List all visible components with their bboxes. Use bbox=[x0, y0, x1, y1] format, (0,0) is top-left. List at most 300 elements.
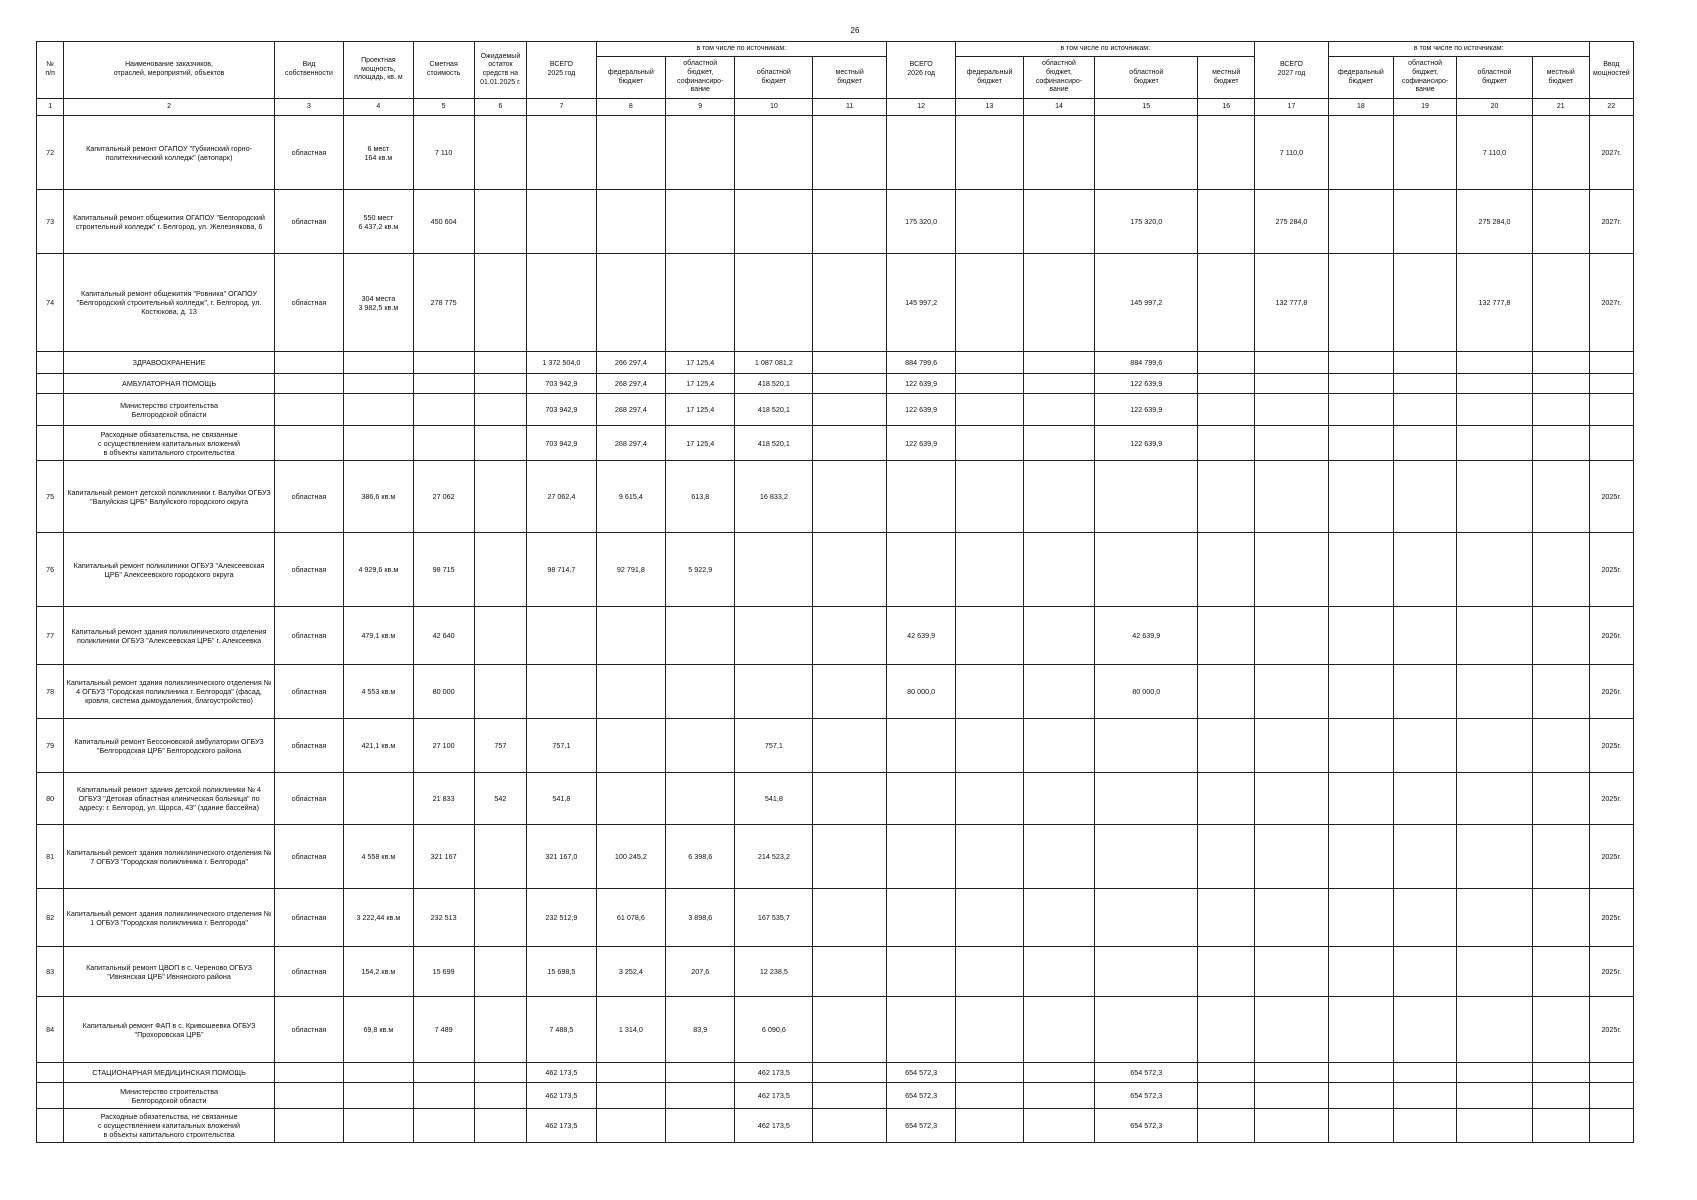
cell: 4 558 кв.м bbox=[344, 825, 413, 889]
cell bbox=[1023, 719, 1095, 773]
cell bbox=[666, 254, 735, 352]
cell bbox=[596, 665, 665, 719]
cell bbox=[1457, 947, 1533, 997]
cell bbox=[1023, 461, 1095, 533]
cell bbox=[1328, 426, 1393, 461]
cell: 266 297,4 bbox=[596, 352, 665, 374]
cell bbox=[1328, 254, 1393, 352]
cell bbox=[956, 352, 1023, 374]
cell bbox=[274, 394, 343, 426]
cell bbox=[474, 533, 527, 607]
cell: 2027г. bbox=[1589, 254, 1633, 352]
cell bbox=[1589, 394, 1633, 426]
cell bbox=[1095, 825, 1198, 889]
table-row bbox=[37, 607, 1634, 665]
header-federal-2025: федеральный бюджет bbox=[596, 57, 665, 99]
cell bbox=[413, 1063, 474, 1083]
cell bbox=[1457, 1063, 1533, 1083]
cell bbox=[1198, 607, 1255, 665]
cell: 321 167,0 bbox=[527, 825, 596, 889]
cell bbox=[596, 719, 665, 773]
cell: 2027г. bbox=[1589, 116, 1633, 190]
header-federal-2027: федеральный бюджет bbox=[1328, 57, 1393, 99]
header-sources-2025: в том числе по источникам: bbox=[596, 42, 886, 57]
header-regional-2025: областной бюджет bbox=[735, 57, 813, 99]
cell bbox=[813, 374, 887, 394]
cell: 654 572,3 bbox=[886, 1063, 955, 1083]
row-name: Капитальный ремонт здания поликлинического отделения № 4 ОГБУЗ "Городская поликлиника г. Белгорода" (фасад, кровля, система дымоудаления, благоустройство) bbox=[64, 665, 274, 719]
cell bbox=[956, 665, 1023, 719]
section-row bbox=[37, 394, 1634, 426]
cell: областная bbox=[274, 607, 343, 665]
row-name: Капитальный ремонт ЦВОП в с. Череново ОГБУЗ "Ивнянская ЦРБ" Ивнянского района bbox=[64, 947, 274, 997]
cell: 92 791,8 bbox=[596, 533, 665, 607]
cell bbox=[813, 1063, 887, 1083]
cell bbox=[1393, 426, 1456, 461]
table-row bbox=[37, 773, 1634, 825]
row-name: СТАЦИОНАРНАЯ МЕДИЦИНСКАЯ ПОМОЩЬ bbox=[64, 1063, 274, 1083]
cell bbox=[1393, 889, 1456, 947]
cell: 61 078,6 bbox=[596, 889, 665, 947]
cell bbox=[1198, 461, 1255, 533]
cell: 462 173,5 bbox=[527, 1109, 596, 1143]
cell bbox=[1198, 997, 1255, 1063]
cell bbox=[1532, 947, 1589, 997]
cell: 7 110,0 bbox=[1255, 116, 1329, 190]
cell bbox=[666, 607, 735, 665]
row-name: ЗДРАВООХРАНЕНИЕ bbox=[64, 352, 274, 374]
cell bbox=[1198, 719, 1255, 773]
cell: 17 125,4 bbox=[666, 374, 735, 394]
cell bbox=[474, 352, 527, 374]
cell: 268 297,4 bbox=[596, 374, 665, 394]
cell bbox=[1023, 665, 1095, 719]
cell: 1 372 504,0 bbox=[527, 352, 596, 374]
cell bbox=[1328, 665, 1393, 719]
cell bbox=[413, 394, 474, 426]
cell bbox=[1457, 665, 1533, 719]
cell bbox=[1095, 773, 1198, 825]
cell: 703 942,9 bbox=[527, 426, 596, 461]
cell: 541,8 bbox=[735, 773, 813, 825]
cell bbox=[1198, 665, 1255, 719]
cell bbox=[1328, 997, 1393, 1063]
cell bbox=[1198, 394, 1255, 426]
header-local-2026: местный бюджет bbox=[1198, 57, 1255, 99]
cell bbox=[1095, 719, 1198, 773]
cell bbox=[1328, 352, 1393, 374]
cell bbox=[1457, 426, 1533, 461]
cell: 2026г. bbox=[1589, 607, 1633, 665]
cell bbox=[886, 889, 955, 947]
cell: 541,8 bbox=[527, 773, 596, 825]
cell: областная bbox=[274, 461, 343, 533]
row-number: 82 bbox=[37, 889, 64, 947]
cell bbox=[735, 665, 813, 719]
cell bbox=[1532, 719, 1589, 773]
cell bbox=[1393, 374, 1456, 394]
cell: 757,1 bbox=[735, 719, 813, 773]
cell: 304 места 3 982,5 кв.м bbox=[344, 254, 413, 352]
cell: 7 489 bbox=[413, 997, 474, 1063]
cell: 12 238,5 bbox=[735, 947, 813, 997]
cell bbox=[813, 665, 887, 719]
cell bbox=[1255, 461, 1329, 533]
cell bbox=[527, 190, 596, 254]
header-no: № п/п bbox=[37, 42, 64, 99]
cell bbox=[344, 1063, 413, 1083]
column-number: 12 bbox=[886, 99, 955, 116]
cell: 654 572,3 bbox=[1095, 1109, 1198, 1143]
row-name: Капитальный ремонт здания поликлинического отделения № 7 ОГБУЗ "Городская поликлиника г. Белгорода" bbox=[64, 825, 274, 889]
cell: 132 777,8 bbox=[1255, 254, 1329, 352]
cell bbox=[1328, 825, 1393, 889]
column-number: 9 bbox=[666, 99, 735, 116]
cell bbox=[474, 461, 527, 533]
cell bbox=[1255, 997, 1329, 1063]
header-ownership: Вид собственности bbox=[274, 42, 343, 99]
cell bbox=[813, 352, 887, 374]
column-number: 22 bbox=[1589, 99, 1633, 116]
cell bbox=[1095, 461, 1198, 533]
cell bbox=[813, 394, 887, 426]
cell bbox=[1532, 426, 1589, 461]
cell bbox=[1255, 665, 1329, 719]
cell bbox=[1023, 190, 1095, 254]
cell bbox=[1198, 1083, 1255, 1109]
row-number: 81 bbox=[37, 825, 64, 889]
header-total-2025: ВСЕГО 2025 год bbox=[527, 42, 596, 99]
header-local-2027: местный бюджет bbox=[1532, 57, 1589, 99]
cell bbox=[1589, 1083, 1633, 1109]
cell: 5 922,9 bbox=[666, 533, 735, 607]
table-row bbox=[37, 665, 1634, 719]
cell: 654 572,3 bbox=[886, 1109, 955, 1143]
cell: 2025г. bbox=[1589, 719, 1633, 773]
row-number: 80 bbox=[37, 773, 64, 825]
cell bbox=[1589, 374, 1633, 394]
cell: 6 398,6 bbox=[666, 825, 735, 889]
cell bbox=[886, 997, 955, 1063]
cell: 550 мест 6 437,2 кв.м bbox=[344, 190, 413, 254]
cell: 6 090,6 bbox=[735, 997, 813, 1063]
cell: 42 639,9 bbox=[1095, 607, 1198, 665]
cell bbox=[1393, 719, 1456, 773]
cell: 154,2 кв.м bbox=[344, 947, 413, 997]
cell bbox=[1198, 254, 1255, 352]
header-federal-2026: федеральный бюджет bbox=[956, 57, 1023, 99]
cell bbox=[1457, 997, 1533, 1063]
cell bbox=[1095, 947, 1198, 997]
cell: 15 698,5 bbox=[527, 947, 596, 997]
row-number: 77 bbox=[37, 607, 64, 665]
cell bbox=[1393, 665, 1456, 719]
cell bbox=[1393, 254, 1456, 352]
cell: 703 942,9 bbox=[527, 374, 596, 394]
cell bbox=[1023, 1063, 1095, 1083]
cell: 450 604 bbox=[413, 190, 474, 254]
column-number: 15 bbox=[1095, 99, 1198, 116]
header-regional-2027: областной бюджет bbox=[1457, 57, 1533, 99]
cell: 462 173,5 bbox=[527, 1063, 596, 1083]
cell bbox=[1255, 825, 1329, 889]
cell: 122 639,9 bbox=[886, 394, 955, 426]
cell bbox=[1393, 352, 1456, 374]
cell: 7 110,0 bbox=[1457, 116, 1533, 190]
cell: 6 мест 164 кв.м bbox=[344, 116, 413, 190]
cell bbox=[474, 426, 527, 461]
cell: 275 284,0 bbox=[1255, 190, 1329, 254]
row-number: 75 bbox=[37, 461, 64, 533]
cell bbox=[1023, 997, 1095, 1063]
cell: областная bbox=[274, 533, 343, 607]
cell bbox=[474, 947, 527, 997]
row-name: Капитальный ремонт ОГАПОУ "Губкинский горно-политехнический колледж" (автопарк) bbox=[64, 116, 274, 190]
cell: областная bbox=[274, 997, 343, 1063]
header-expected-balance: Ожидаемый остаток средств на 01.01.2025 г. bbox=[474, 42, 527, 99]
row-name: Капитальный ремонт здания поликлинического отделения № 1 ОГБУЗ "Городская поликлиника г. Белгорода" bbox=[64, 889, 274, 947]
section-row bbox=[37, 426, 1634, 461]
cell bbox=[1393, 997, 1456, 1063]
row-name: Капитальный ремонт общежития "Ровника" ОГАПОУ "Белгородский строительный колледж", г. Белгород, ул. Костюкова, д. 13 bbox=[64, 254, 274, 352]
cell: 80 000 bbox=[413, 665, 474, 719]
cell bbox=[1393, 773, 1456, 825]
cell bbox=[413, 1109, 474, 1143]
column-number: 3 bbox=[274, 99, 343, 116]
cell: областная bbox=[274, 116, 343, 190]
row-name: Капитальный ремонт здания детской поликлиники № 4 ОГБУЗ "Детская областная клиническая больница" по адресу: г. Белгород, ул. Щорса, 43" (здание бассейна) bbox=[64, 773, 274, 825]
cell bbox=[274, 374, 343, 394]
section-row bbox=[37, 1083, 1634, 1109]
table-body bbox=[37, 116, 1634, 1143]
cell bbox=[956, 461, 1023, 533]
cell bbox=[1532, 665, 1589, 719]
cell: 27 062 bbox=[413, 461, 474, 533]
cell bbox=[1023, 1109, 1095, 1143]
cell bbox=[735, 607, 813, 665]
cell: областная bbox=[274, 773, 343, 825]
cell bbox=[956, 426, 1023, 461]
cell bbox=[813, 533, 887, 607]
cell bbox=[813, 947, 887, 997]
cell bbox=[1393, 1083, 1456, 1109]
cell bbox=[1255, 1083, 1329, 1109]
cell bbox=[527, 116, 596, 190]
cell bbox=[274, 1063, 343, 1083]
table-row bbox=[37, 190, 1634, 254]
table-row bbox=[37, 825, 1634, 889]
cell bbox=[666, 190, 735, 254]
cell: 98 715 bbox=[413, 533, 474, 607]
cell: 122 639,9 bbox=[1095, 374, 1198, 394]
cell: 80 000,0 bbox=[886, 665, 955, 719]
cell bbox=[1393, 825, 1456, 889]
cell: 80 000,0 bbox=[1095, 665, 1198, 719]
cell bbox=[1589, 352, 1633, 374]
cell bbox=[596, 116, 665, 190]
row-number bbox=[37, 352, 64, 374]
cell bbox=[1023, 374, 1095, 394]
cell bbox=[474, 665, 527, 719]
row-number: 76 bbox=[37, 533, 64, 607]
cell bbox=[1328, 773, 1393, 825]
cell bbox=[1393, 1063, 1456, 1083]
cell bbox=[813, 773, 887, 825]
cell bbox=[474, 1063, 527, 1083]
cell: 462 173,5 bbox=[527, 1083, 596, 1109]
cell bbox=[956, 719, 1023, 773]
cell: 9 615,4 bbox=[596, 461, 665, 533]
cell bbox=[596, 773, 665, 825]
cell bbox=[886, 947, 955, 997]
column-number: 1 bbox=[37, 99, 64, 116]
cell: 4 929,6 кв.м bbox=[344, 533, 413, 607]
cell bbox=[274, 1109, 343, 1143]
cell bbox=[1328, 719, 1393, 773]
cell bbox=[956, 889, 1023, 947]
cell bbox=[413, 1083, 474, 1109]
cell bbox=[596, 1109, 665, 1143]
cell bbox=[1198, 1063, 1255, 1083]
cell bbox=[1023, 254, 1095, 352]
cell: 2025г. bbox=[1589, 461, 1633, 533]
cell: 884 799,6 bbox=[1095, 352, 1198, 374]
cell: 542 bbox=[474, 773, 527, 825]
cell bbox=[1532, 773, 1589, 825]
cell bbox=[1095, 889, 1198, 947]
cell: 3 252,4 bbox=[596, 947, 665, 997]
header-capacity: Проектная мощность, площадь, кв. м bbox=[344, 42, 413, 99]
cell bbox=[1457, 825, 1533, 889]
cell: 175 320,0 bbox=[886, 190, 955, 254]
cell: областная bbox=[274, 665, 343, 719]
column-number: 18 bbox=[1328, 99, 1393, 116]
cell bbox=[956, 1109, 1023, 1143]
cell: 321 167 bbox=[413, 825, 474, 889]
cell bbox=[474, 1109, 527, 1143]
cell bbox=[956, 1083, 1023, 1109]
cell bbox=[1023, 607, 1095, 665]
cell bbox=[813, 825, 887, 889]
cell bbox=[1255, 889, 1329, 947]
section-row bbox=[37, 1063, 1634, 1083]
cell bbox=[1023, 426, 1095, 461]
cell bbox=[1532, 997, 1589, 1063]
cell: 757,1 bbox=[527, 719, 596, 773]
row-name: Министерство строительства Белгородской области bbox=[64, 394, 274, 426]
cell: 3 222,44 кв.м bbox=[344, 889, 413, 947]
cell bbox=[596, 1063, 665, 1083]
cell: 2025г. bbox=[1589, 773, 1633, 825]
cell bbox=[1255, 773, 1329, 825]
cell: областная bbox=[274, 889, 343, 947]
cell: 462 173,5 bbox=[735, 1109, 813, 1143]
section-row bbox=[37, 352, 1634, 374]
cell bbox=[813, 254, 887, 352]
cell bbox=[956, 997, 1023, 1063]
cell: 42 639,9 bbox=[886, 607, 955, 665]
cell: 100 245,2 bbox=[596, 825, 665, 889]
row-number: 74 bbox=[37, 254, 64, 352]
cell bbox=[1532, 889, 1589, 947]
cell bbox=[1198, 889, 1255, 947]
cell: 613,8 bbox=[666, 461, 735, 533]
header-regional-cofin-2025: областной бюджет, софинансиро- вание bbox=[666, 57, 735, 99]
cell bbox=[1328, 461, 1393, 533]
column-number-row bbox=[37, 99, 1634, 116]
cell: 83,9 bbox=[666, 997, 735, 1063]
cell bbox=[596, 607, 665, 665]
cell: областная bbox=[274, 254, 343, 352]
cell bbox=[813, 426, 887, 461]
cell: 16 833,2 bbox=[735, 461, 813, 533]
cell bbox=[527, 254, 596, 352]
row-number: 73 bbox=[37, 190, 64, 254]
cell bbox=[956, 825, 1023, 889]
cell: 386,6 кв.м bbox=[344, 461, 413, 533]
cell bbox=[813, 461, 887, 533]
cell bbox=[344, 394, 413, 426]
cell: 27 100 bbox=[413, 719, 474, 773]
cell: 654 572,3 bbox=[1095, 1083, 1198, 1109]
cell bbox=[1328, 394, 1393, 426]
cell bbox=[956, 947, 1023, 997]
column-number: 10 bbox=[735, 99, 813, 116]
cell bbox=[1457, 773, 1533, 825]
cell bbox=[344, 374, 413, 394]
cell bbox=[1198, 374, 1255, 394]
cell: 122 639,9 bbox=[1095, 426, 1198, 461]
cell bbox=[735, 533, 813, 607]
cell: 421,1 кв.м bbox=[344, 719, 413, 773]
cell bbox=[1023, 533, 1095, 607]
cell bbox=[1198, 947, 1255, 997]
cell: областная bbox=[274, 190, 343, 254]
cell bbox=[813, 607, 887, 665]
cell bbox=[1328, 1109, 1393, 1143]
row-number bbox=[37, 394, 64, 426]
cell bbox=[886, 461, 955, 533]
table-row bbox=[37, 461, 1634, 533]
cell bbox=[474, 116, 527, 190]
cell bbox=[474, 1083, 527, 1109]
cell: 654 572,3 bbox=[886, 1083, 955, 1109]
cell bbox=[1328, 190, 1393, 254]
cell: 418 520,1 bbox=[735, 374, 813, 394]
cell bbox=[274, 426, 343, 461]
cell: 278 775 bbox=[413, 254, 474, 352]
cell: 268 297,4 bbox=[596, 394, 665, 426]
cell bbox=[1328, 1083, 1393, 1109]
cell bbox=[1023, 889, 1095, 947]
cell bbox=[474, 607, 527, 665]
cell bbox=[1198, 352, 1255, 374]
column-number: 17 bbox=[1255, 99, 1329, 116]
header-sources-2026: в том числе по источникам: bbox=[956, 42, 1255, 57]
cell bbox=[666, 1109, 735, 1143]
cell: 2025г. bbox=[1589, 889, 1633, 947]
cell bbox=[1095, 116, 1198, 190]
column-number: 8 bbox=[596, 99, 665, 116]
cell bbox=[956, 533, 1023, 607]
cell bbox=[474, 825, 527, 889]
cell: 462 173,5 bbox=[735, 1083, 813, 1109]
cell: 232 513 bbox=[413, 889, 474, 947]
column-number: 2 bbox=[64, 99, 274, 116]
cell bbox=[1457, 394, 1533, 426]
header-regional-2026: областной бюджет bbox=[1095, 57, 1198, 99]
cell bbox=[813, 116, 887, 190]
